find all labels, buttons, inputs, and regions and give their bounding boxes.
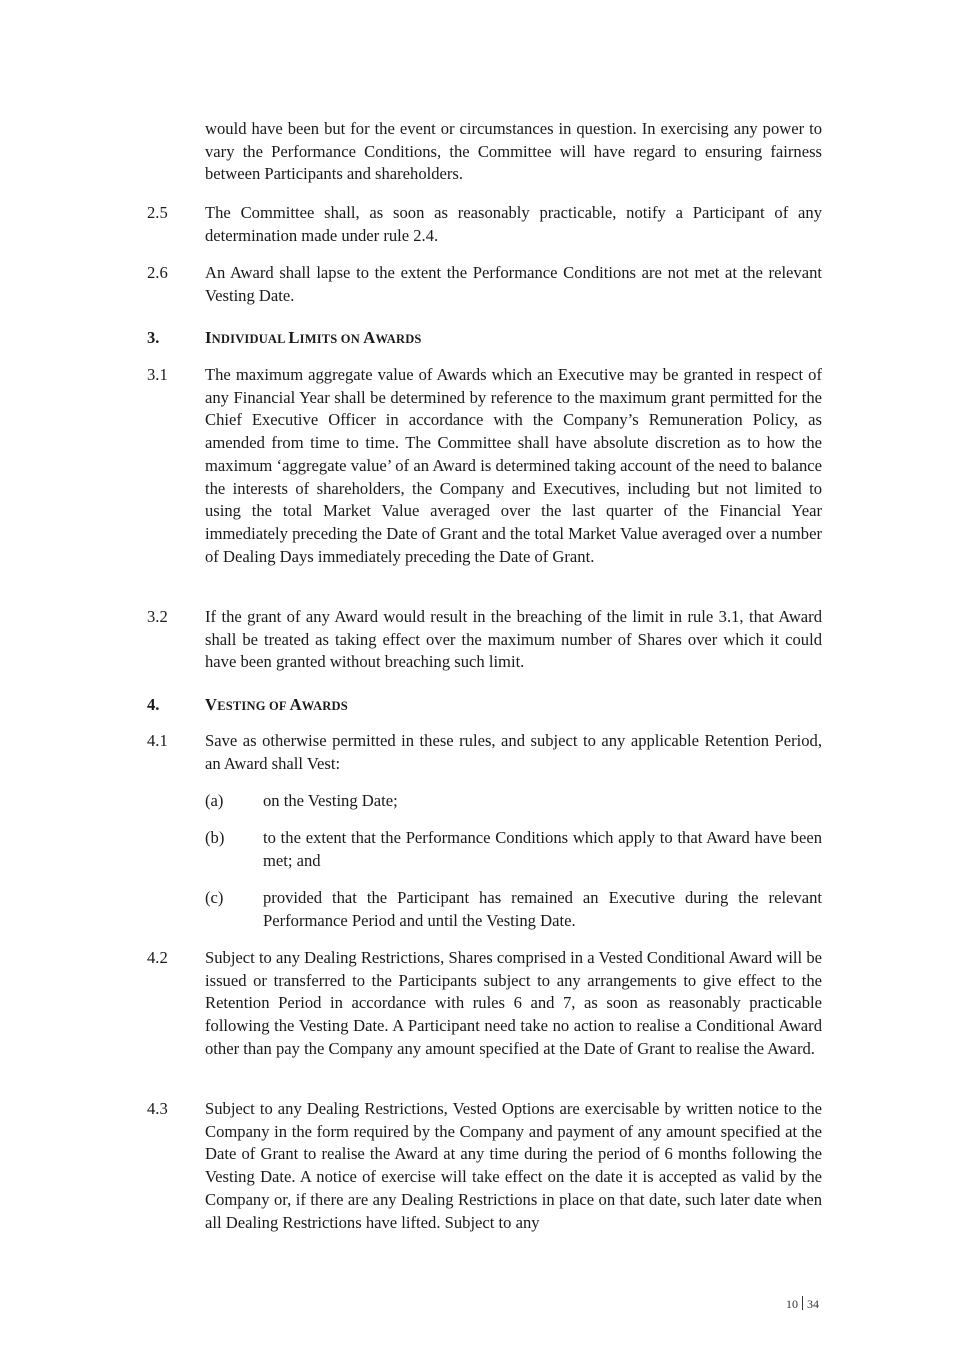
clause-number: 4.2 xyxy=(147,948,168,967)
total-pages: 34 xyxy=(807,1297,819,1311)
clause-text: If the grant of any Award would result in the breaching of the limit in rule 3.1, that Award shall be treated as taking effect over the maximum number of Shares over which it could have been granted without breaching such limit. xyxy=(205,607,822,672)
section-number: 3. xyxy=(147,328,160,347)
clause-text: An Award shall lapse to the extent the Performance Conditions are not met at the relevant Vesting Date. xyxy=(205,263,822,305)
clause-number: 2.5 xyxy=(147,203,168,222)
section-title: INDIVIDUAL LIMITS ON AWARDS xyxy=(205,328,422,347)
clause-number: 3.2 xyxy=(147,607,168,626)
clause-text: The maximum aggregate value of Awards which an Executive may be granted in respect of any Financial Year shall be determined by reference to the maximum grant permitted for the Chief Executive Officer in accordance with the Company’s Remuneration Policy, as amended from time to time. The Committee shall have absolute discretion as to how the maximum ‘aggregate value’ of an Award is determined taking account of the need to balance the interests of shareholders, the Company and Executives, including but not limited to using the total Market Value averaged over the last quarter of the Financial Year immediately preceding the Date of Grant and the total Market Value averaged over a number of Dealing Days immediately preceding the Date of Grant. xyxy=(205,365,822,566)
item-text: on the Vesting Date; xyxy=(263,791,398,810)
section-title: VESTING OF AWARDS xyxy=(205,695,348,714)
page-separator xyxy=(802,1296,803,1310)
item-text: provided that the Participant has remained an Executive during the relevant Performance Period and until the Vesting Date. xyxy=(263,888,822,930)
section-number: 4. xyxy=(147,695,160,714)
clause-number: 4.3 xyxy=(147,1099,168,1118)
current-page: 10 xyxy=(786,1297,798,1311)
intro-text: would have been but for the event or circumstances in question. In exercising any power to vary the Performance Conditions, the Committee will have regard to ensuring fairness between Participants and shareholders. xyxy=(205,119,822,184)
clause-text: The Committee shall, as soon as reasonably practicable, notify a Participant of any determination made under rule 2.4. xyxy=(205,203,822,245)
clause-number: 2.6 xyxy=(147,263,168,282)
item-text: to the extent that the Performance Conditions which apply to that Award have been met; and xyxy=(263,828,822,870)
page-number xyxy=(786,1293,819,1316)
clause-number: 3.1 xyxy=(147,365,168,384)
item-label: (a) xyxy=(205,791,224,810)
clause-number: 4.1 xyxy=(147,731,168,750)
clause-text: Subject to any Dealing Restrictions, Vested Options are exercisable by written notice to the Company in the form required by the Company and payment of any amount specified at the Date of Grant to realise the Award at any time during the period of 6 months following the Vesting Date. A notice of exercise will take effect on the date it is accepted as valid by the Company or, if there are any Dealing Restrictions in place on that date, such later date when all Dealing Restrictions have lifted. Subject to any xyxy=(205,1099,822,1232)
clause-text: Subject to any Dealing Restrictions, Shares comprised in a Vested Conditional Award will be issued or transferred to the Participants subject to any arrangements to give effect to the Retention Period in accordance with rules 6 and 7, as soon as reasonably practicable following the Vesting Date. A Participant need take no action to realise a Conditional Award other than pay the Company any amount specified at the Date of Grant to realise the Award. xyxy=(205,948,822,1058)
item-label: (b) xyxy=(205,828,225,847)
clause-text: Save as otherwise permitted in these rules, and subject to any applicable Retention Period, an Award shall Vest: xyxy=(205,731,822,773)
item-label: (c) xyxy=(205,888,224,907)
